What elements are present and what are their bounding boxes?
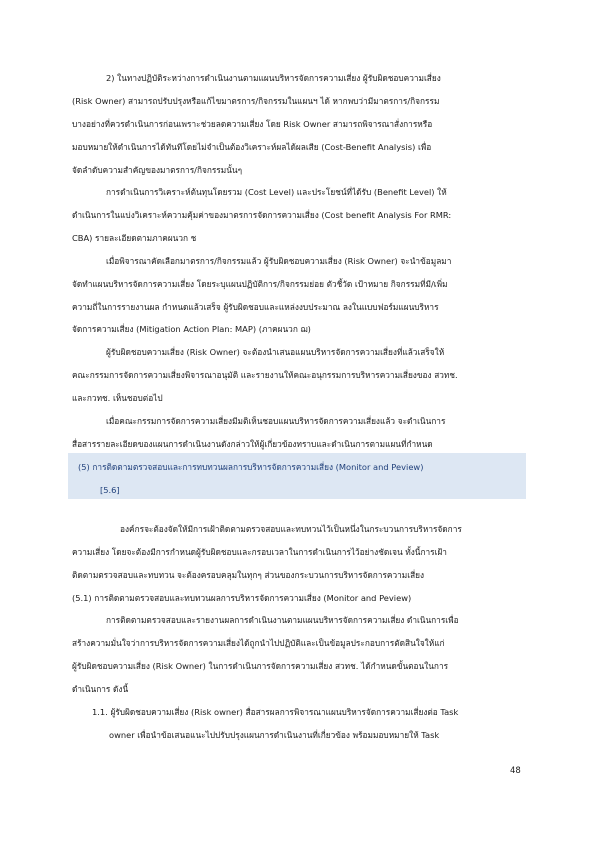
paragraph-line: ดำเนินการ ดังนี้ (72, 684, 129, 694)
section-heading-ref: [5.6] (100, 485, 120, 495)
paragraph-line: และกวทช. เห็นชอบต่อไป (72, 393, 163, 403)
paragraph-line: เมื่อคณะกรรมการจัดการความเสี่ยงมีมติเห็นชอบแผนบริหารจัดการความเสี่ยงแล้ว จะดำเนินการ (106, 416, 446, 426)
paragraph-line: ดำเนินการในแบ่งวิเคราะห์ความคุ้มค่าของมาตรการจัดการความเสี่ยง (Cost benefit Analysis For RMR: (72, 210, 452, 220)
page-number: 48 (510, 766, 521, 776)
paragraph-line: CBA) รายละเอียดตามภาคผนวก ช (72, 233, 197, 243)
paragraph-line: บางอย่างที่ควรดำเนินการก่อนเพราะช่วยลดความเสี่ยง โดย Risk Owner สามารถพิจารณาสั่งการหรือ (72, 119, 433, 129)
section-heading: (5) การติดตามตรวจสอบและการทบทวนผลการบริหารจัดการความเสี่ยง (Monitor and Peview) (78, 462, 424, 472)
paragraph-line: (Risk Owner) สามารถปรับปรุงหรือแก้ไขมาตรการ/กิจกรรมในแผนฯ ได้ หากพบว่ามีมาตรการ/กิจกรรม (72, 96, 440, 106)
paragraph-line: การติดตามตรวจสอบและรายงานผลการดำเนินงานตามแผนบริหารจัดการความเสี่ยง ดำเนินการเพื่อ (106, 615, 459, 625)
list-item-line: owner เพื่อนำข้อเสนอแนะไปปรับปรุงแผนการดำเนินงานที่เกี่ยวข้อง พร้อมมอบหมายให้ Task (109, 730, 440, 740)
paragraph-line: ผู้รับผิดชอบความเสี่ยง (Risk Owner) จะต้องนำเสนอแผนบริหารจัดการความเสี่ยงที่แล้วเสร็จให้ (106, 347, 445, 357)
paragraph-line: มอบหมายให้ดำเนินการได้ทันทีโดยไม่จำเป็นต้องวิเคราะห์ผลได้ผลเสีย (Cost-Benefit Analysis) เพื่อ (72, 142, 432, 152)
paragraph-line: คณะกรรมการจัดการความเสี่ยงพิจารณาอนุมัติ และรายงานให้คณะอนุกรรมการบริหารความเสี่ยงของ สวทช. (72, 370, 458, 380)
paragraph-line: สร้างความมั่นใจว่าการบริหารจัดการความเสี่ยงได้ถูกนำไปปฏิบัติและเป็นข้อมูลประกอบการตัดสินใจให้แก่ (72, 638, 445, 648)
paragraph-line: สื่อสารรายละเอียดของแผนการดำเนินงานดังกล่าวให้ผู้เกี่ยวข้องทราบและดำเนินการตามแผนที่กำหนด (72, 439, 433, 449)
list-item-line: 1.1. ผู้รับผิดชอบความเสี่ยง (Risk owner) สื่อสารผลการพิจารณาแผนบริหารจัดการความเสี่ยงต่อ Task (92, 707, 459, 717)
paragraph-line: ผู้รับผิดชอบความเสี่ยง (Risk Owner) ในการดำเนินการจัดการความเสี่ยง สวทช. ได้กำหนดขั้นตอนในการ (72, 661, 449, 671)
paragraph-line: ความถี่ในการรายงานผล กำหนดแล้วเสร็จ ผู้รับผิดชอบและแหล่งงบประมาณ ลงในแบบฟอร์มแผนบริหาร (72, 302, 439, 312)
paragraph-line: ความเสี่ยง โดยจะต้องมีการกำหนดผู้รับผิดชอบและกรอบเวลาในการดำเนินการไว้อย่างชัดเจน ทั้งนี้การเฝ้า (72, 547, 447, 557)
section-heading-band (68, 453, 526, 499)
paragraph-line: จัดการความเสี่ยง (Mitigation Action Plan: MAP) (ภาคผนวก ฌ) (72, 324, 311, 334)
paragraph-line: จัดทำแผนบริหารจัดการความเสี่ยง โดยระบุแผนปฏิบัติการ/กิจกรรมย่อย ตัวชี้วัด เป้าหมาย กิจกรรมที่มี/เพิ่ม (72, 279, 448, 289)
subsection-heading: (5.1) การติดตามตรวจสอบและทบทวนผลการบริหารจัดการความเสี่ยง (Monitor and Peview) (72, 593, 412, 603)
paragraph-line: 2) ในทางปฏิบัติระหว่างการดำเนินงานตามแผนบริหารจัดการความเสี่ยง ผู้รับผิดชอบความเสี่ยง (106, 73, 441, 83)
paragraph-line: การดำเนินการวิเคราะห์ต้นทุนโดยรวม (Cost Level) และประโยชน์ที่ได้รับ (Benefit Level) ให้ (106, 187, 447, 197)
paragraph-line: ติดตามตรวจสอบและทบทวน จะต้องครอบคลุมในทุกๆ ส่วนของกระบวนการบริหารจัดการความเสี่ยง (72, 570, 425, 580)
paragraph-line: จัดลำดับความสำคัญของมาตรการ/กิจกรรมนั้นๆ (72, 165, 243, 175)
paragraph-line: เมื่อพิจารณาคัดเลือกมาตรการ/กิจกรรมแล้ว ผู้รับผิดชอบความเสี่ยง (Risk Owner) จะนำข้อมูลมา (106, 256, 452, 266)
paragraph-line: องค์กรจะต้องจัดให้มีการเฝ้าติดตามตรวจสอบและทบทวนไว้เป็นหนึ่งในกระบวนการบริหารจัดการ (120, 524, 462, 534)
